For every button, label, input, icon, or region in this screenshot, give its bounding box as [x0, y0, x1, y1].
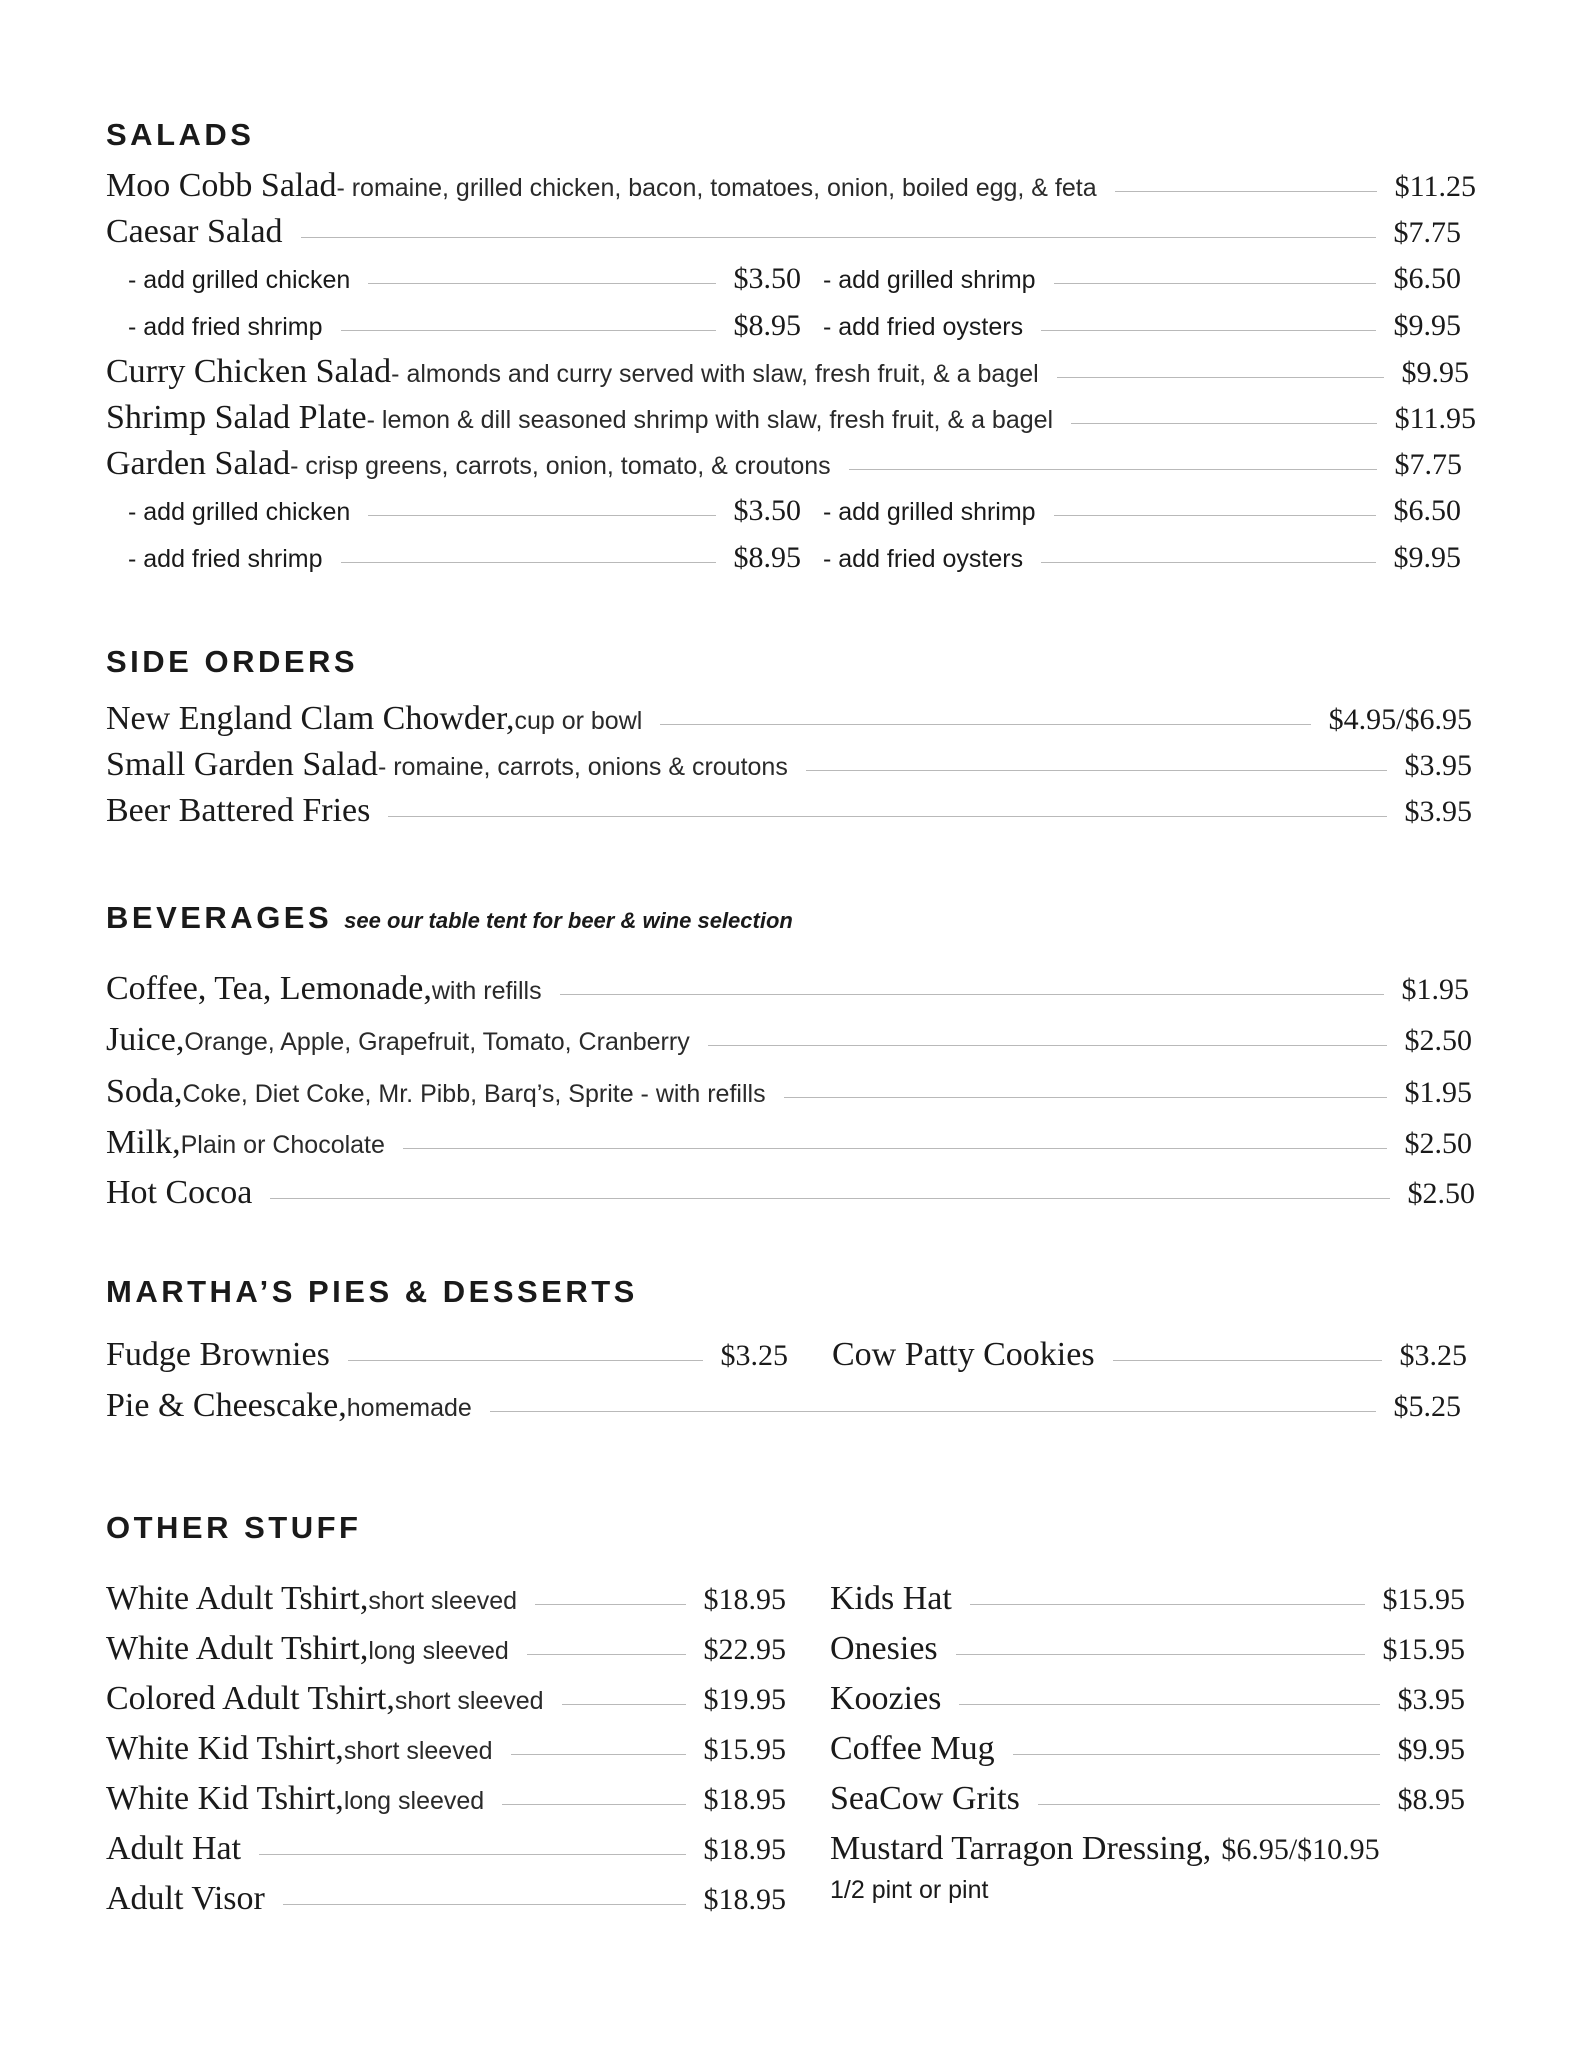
dotted-leader [849, 469, 1377, 470]
item-description: - crisp greens, carrots, onion, tomato, & croutons [290, 452, 831, 480]
item-price: $4.95/$6.95 [1328, 703, 1472, 736]
merch-left-column [106, 1574, 786, 1924]
item-name: White Adult Tshirt, [106, 1630, 369, 1667]
beverages-section [106, 898, 1476, 1218]
dotted-leader [301, 237, 1376, 238]
addon-price: $6.50 [1393, 262, 1461, 295]
item-price: $6.95/$10.95 [1221, 1833, 1380, 1866]
addon-name: - add fried oysters [823, 313, 1024, 341]
menu-item-juice [106, 1014, 1472, 1066]
item-name: Mustard Tarragon Dressing, [830, 1830, 1212, 1867]
item-description: Coke, Diet Coke, Mr. Pibb, Barq’s, Sprite - with refills [182, 1080, 766, 1108]
dotted-leader [388, 816, 1386, 817]
merch-item [106, 1774, 786, 1824]
item-price: $3.95 [1404, 795, 1472, 828]
dotted-leader [368, 515, 715, 516]
item-description: long sleeved [368, 1637, 509, 1665]
dotted-leader [1113, 1360, 1382, 1361]
addon-price: $9.95 [1393, 309, 1461, 342]
dotted-leader [806, 770, 1387, 771]
item-name: Fudge Brownies [106, 1336, 330, 1373]
merch-item [830, 1674, 1465, 1724]
merch-item [106, 1674, 786, 1724]
dotted-leader [1041, 562, 1375, 563]
merch-item [830, 1774, 1465, 1824]
dotted-leader [283, 1904, 686, 1905]
addon-price: $8.95 [733, 541, 801, 574]
salads-heading: SALADS [106, 117, 255, 152]
dotted-leader [511, 1754, 686, 1755]
merch-item [106, 1574, 786, 1624]
dotted-leader [959, 1704, 1379, 1705]
merch-item [106, 1624, 786, 1674]
dotted-leader [1054, 283, 1376, 284]
item-name: Coffee Mug [830, 1730, 995, 1767]
other-stuff-section [106, 1508, 1476, 1924]
item-price: $2.50 [1404, 1127, 1472, 1160]
item-description: Plain or Chocolate [180, 1131, 385, 1159]
addon-price: $9.95 [1393, 541, 1461, 574]
menu-item-coffee-tea [106, 964, 1469, 1014]
item-description: - almonds and curry served with slaw, fresh fruit, & a bagel [391, 360, 1039, 388]
addon-price: $3.50 [733, 494, 801, 527]
dotted-leader [368, 283, 715, 284]
item-description: cup or bowl [514, 707, 643, 735]
menu-item-fudge-brownies [106, 1328, 788, 1382]
item-name: New England Clam Chowder, [106, 700, 515, 737]
dotted-leader [348, 1360, 703, 1361]
addon-name: - add grilled chicken [128, 498, 351, 526]
menu-item-garden [106, 441, 1462, 487]
dotted-leader [341, 330, 716, 331]
item-name: Small Garden Salad [106, 746, 378, 783]
dotted-leader [1071, 423, 1377, 424]
merch-item [830, 1574, 1465, 1624]
addon-item [106, 487, 801, 534]
item-price: $7.75 [1394, 448, 1462, 481]
desserts-section [106, 1272, 1476, 1430]
item-name: Hot Cocoa [106, 1174, 253, 1211]
item-name: Juice, [106, 1021, 185, 1058]
item-price: $1.95 [1401, 973, 1469, 1006]
addon-item [106, 255, 801, 302]
dotted-leader [502, 1804, 685, 1805]
menu-item-mustard-dressing [830, 1824, 1465, 1874]
item-name: White Kid Tshirt, [106, 1780, 344, 1817]
item-price: $18.95 [703, 1833, 786, 1866]
menu-item-moo-cobb [106, 163, 1476, 209]
merch-item [106, 1724, 786, 1774]
item-price: $2.50 [1407, 1177, 1475, 1210]
item-price: $18.95 [703, 1583, 786, 1616]
dotted-leader [956, 1654, 1365, 1655]
item-name: Beer Battered Fries [106, 792, 371, 829]
item-price: $5.25 [1393, 1390, 1461, 1423]
addon-name: - add grilled shrimp [823, 266, 1036, 294]
item-price: $22.95 [703, 1633, 786, 1666]
item-name: Soda, [106, 1073, 183, 1110]
addon-item [801, 255, 1461, 302]
dotted-leader [270, 1198, 1389, 1199]
item-price: $3.95 [1404, 749, 1472, 782]
item-price: $3.25 [1399, 1339, 1467, 1372]
other-stuff-heading: OTHER STUFF [106, 1510, 362, 1545]
desserts-heading: MARTHA’S PIES & DESSERTS [106, 1274, 638, 1309]
menu-item-clam-chowder [106, 696, 1472, 742]
menu-item-soda [106, 1066, 1472, 1118]
dotted-leader [1115, 191, 1377, 192]
dotted-leader [341, 562, 716, 563]
dotted-leader [1038, 1804, 1380, 1805]
beverages-title: BEVERAGES [106, 900, 333, 935]
item-price: $15.95 [1382, 1583, 1465, 1616]
desserts-row [106, 1328, 1476, 1382]
item-description: Orange, Apple, Grapefruit, Tomato, Cranberry [184, 1028, 690, 1056]
item-price: $11.25 [1394, 170, 1476, 203]
side-orders-section [106, 642, 1476, 834]
addon-price: $6.50 [1393, 494, 1461, 527]
item-description: - romaine, grilled chicken, bacon, tomatoes, onion, boiled egg, & feta [336, 174, 1097, 202]
item-name: Koozies [830, 1680, 942, 1717]
item-price: $18.95 [703, 1783, 786, 1816]
dotted-leader [1041, 330, 1375, 331]
item-price: $3.25 [720, 1339, 788, 1372]
item-name: Cow Patty Cookies [832, 1336, 1095, 1373]
addon-name: - add fried oysters [823, 545, 1024, 573]
dotted-leader [1013, 1754, 1380, 1755]
item-name: Colored Adult Tshirt, [106, 1680, 395, 1717]
menu-item-beer-battered-fries [106, 788, 1472, 834]
addon-name: - add fried shrimp [128, 545, 323, 573]
merch-item [830, 1724, 1465, 1774]
menu-item-pie-cheesecake [106, 1382, 1461, 1430]
item-price: $9.95 [1397, 1733, 1465, 1766]
dotted-leader [259, 1854, 685, 1855]
item-description: long sleeved [343, 1787, 485, 1815]
menu-item-shrimp-plate [106, 395, 1476, 441]
item-description: short sleeved [368, 1587, 518, 1615]
item-name: White Adult Tshirt, [106, 1580, 369, 1617]
dotted-leader [784, 1097, 1387, 1098]
dotted-leader [535, 1604, 685, 1605]
dotted-leader [562, 1704, 686, 1705]
item-price: $7.75 [1393, 216, 1461, 249]
addon-name: - add fried shrimp [128, 313, 323, 341]
item-description: - romaine, carrots, onions & croutons [377, 753, 788, 781]
menu-item-hot-cocoa [106, 1168, 1475, 1218]
item-name: Milk, [106, 1124, 181, 1161]
item-price: $1.95 [1404, 1076, 1472, 1109]
merch-right-column [830, 1574, 1465, 1924]
addon-item [106, 534, 801, 581]
dotted-leader [490, 1411, 1376, 1412]
addon-item [106, 302, 801, 349]
item-name: Adult Visor [106, 1880, 265, 1917]
menu-item-caesar [106, 209, 1461, 255]
beverages-note: see our table tent for beer & wine selection [344, 908, 793, 933]
item-description: with refills [431, 977, 542, 1005]
menu-item-small-garden-salad [106, 742, 1472, 788]
item-price: $15.95 [1382, 1633, 1465, 1666]
addon-name: - add grilled chicken [128, 266, 351, 294]
salads-section [106, 115, 1476, 581]
item-price: $3.95 [1397, 1683, 1465, 1716]
dressing-size-note: 1/2 pint or pint [830, 1876, 989, 1904]
menu-item-cow-patty-cookies [832, 1328, 1467, 1382]
item-name: White Kid Tshirt, [106, 1730, 344, 1767]
item-description: homemade [346, 1394, 472, 1422]
item-price: $11.95 [1394, 402, 1476, 435]
item-name: Shrimp Salad Plate [106, 399, 367, 436]
item-price: $8.95 [1397, 1783, 1465, 1816]
item-name: Garden Salad [106, 445, 291, 482]
item-name: Kids Hat [830, 1580, 952, 1617]
item-name: Curry Chicken Salad [106, 353, 392, 390]
item-description: short sleeved [343, 1737, 493, 1765]
item-price: $19.95 [703, 1683, 786, 1716]
item-name: Coffee, Tea, Lemonade, [106, 970, 432, 1007]
dotted-leader [708, 1045, 1387, 1046]
menu-item-milk [106, 1118, 1472, 1168]
item-description: - lemon & dill seasoned shrimp with slaw, fresh fruit, & a bagel [366, 406, 1054, 434]
addon-item [801, 487, 1461, 534]
dotted-leader [403, 1148, 1387, 1149]
item-price: $18.95 [703, 1883, 786, 1916]
other-stuff-columns [106, 1574, 1476, 1924]
menu-item-curry-chicken [106, 349, 1469, 395]
dotted-leader [527, 1654, 686, 1655]
item-description: short sleeved [394, 1687, 544, 1715]
addon-item [801, 534, 1461, 581]
merch-item [830, 1624, 1465, 1674]
item-name: Pie & Cheescake, [106, 1387, 347, 1424]
addon-name: - add grilled shrimp [823, 498, 1036, 526]
dotted-leader [660, 724, 1310, 725]
item-name: SeaCow Grits [830, 1780, 1020, 1817]
item-name: Caesar Salad [106, 213, 283, 250]
merch-item [106, 1874, 786, 1924]
merch-item [106, 1824, 786, 1874]
item-price: $15.95 [703, 1733, 786, 1766]
garden-addons [106, 487, 1476, 581]
item-price: $9.95 [1401, 356, 1469, 389]
addon-price: $3.50 [733, 262, 801, 295]
addon-price: $8.95 [733, 309, 801, 342]
item-price: $2.50 [1404, 1024, 1472, 1057]
dotted-leader [1057, 377, 1384, 378]
dotted-leader [1054, 515, 1376, 516]
addon-item [801, 302, 1461, 349]
beverages-heading [106, 898, 1476, 938]
side-orders-heading: SIDE ORDERS [106, 644, 359, 679]
item-name: Onesies [830, 1630, 938, 1667]
dotted-leader [560, 994, 1384, 995]
item-name: Adult Hat [106, 1830, 242, 1867]
caesar-addons [106, 255, 1476, 349]
item-name: Moo Cobb Salad [106, 167, 337, 204]
dotted-leader [970, 1604, 1365, 1605]
